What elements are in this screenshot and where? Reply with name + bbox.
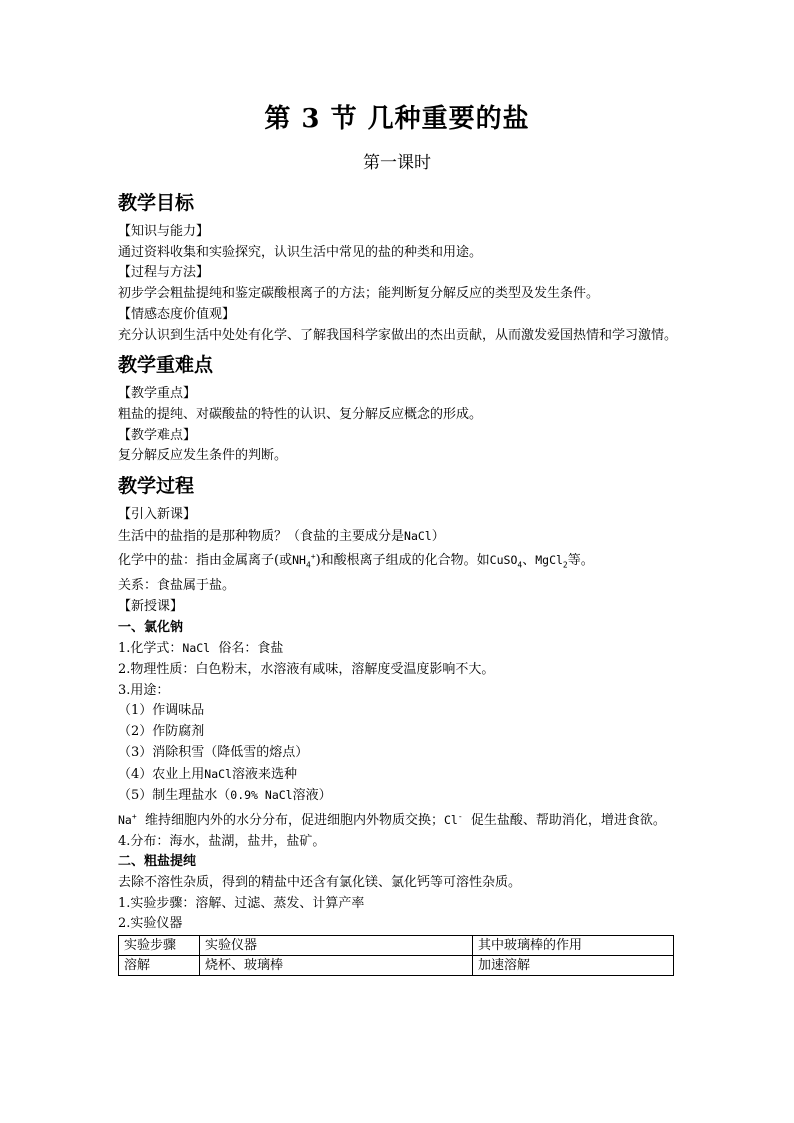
heading-key-points: 教学重难点 xyxy=(118,354,214,377)
use-item xyxy=(118,764,678,786)
emotion-text: 充分认识到生活中处处有化学、了解我国科学家做出的杰出贡献，从而激发爱国热情和学习激情。 xyxy=(118,327,678,343)
use-item-text-end: 溶液） xyxy=(292,788,332,804)
formula-nacl: NaCl xyxy=(404,528,432,543)
ion-cl-description: 促生盐酸、帮助消化，增进食欲。 xyxy=(462,812,666,828)
cuso-text: CuSO xyxy=(489,553,518,568)
focus-label: 【教学重点】 xyxy=(118,386,197,402)
formula-line-label: 1.化学式： xyxy=(118,641,183,657)
salt-definition xyxy=(118,547,678,576)
formula-cuso4 xyxy=(489,553,523,570)
cuso-subscript: 4 xyxy=(517,560,523,570)
relation-text: 关系：食盐属于盐。 xyxy=(118,578,236,594)
mgcl-text: MgCl xyxy=(535,553,563,568)
intro-question xyxy=(118,526,678,548)
table-header-row xyxy=(119,936,674,956)
formula-line-common-name: 俗名：食盐 xyxy=(210,641,284,657)
salt-def-end: 等。 xyxy=(567,553,594,569)
use-item xyxy=(118,701,678,722)
ion-cl-charge: - xyxy=(457,812,463,821)
crude-salt-text: 去除不溶性杂质，得到的精盐中还含有氯化镁、氯化钙等可溶性杂质。 xyxy=(118,874,522,890)
salt-def-text-a: 化学中的盐：指由金属离子(或 xyxy=(118,553,293,569)
table-cell: 溶解 xyxy=(119,956,200,976)
use-item-formula: 0.9% NaCl xyxy=(230,788,293,803)
process-text: 初步学会粗盐提纯和鉴定碳酸根离子的方法；能判断复分解反应的类型及发生条件。 xyxy=(118,286,600,302)
document-body xyxy=(118,184,678,976)
ion-na-description: 维持细胞内外的水分分布，促进细胞内外物质交换； xyxy=(136,812,444,828)
uses-list xyxy=(118,701,678,807)
nh-subscript: 4 xyxy=(305,560,311,570)
heading-sodium-chloride: 一、氯化钠 xyxy=(118,619,184,635)
ion-functions xyxy=(118,807,678,832)
use-item xyxy=(118,722,678,743)
focus-text: 粗盐的提纯、对碳酸盐的特性的认识、复分解反应概念的形成。 xyxy=(118,406,483,422)
nh-superscript: + xyxy=(310,552,316,562)
equipment-table xyxy=(118,935,674,976)
uses-label: 3.用途： xyxy=(118,682,170,698)
table-header-cell: 实验仪器 xyxy=(200,936,473,956)
mgcl-subscript: 2 xyxy=(562,560,568,570)
use-item xyxy=(118,743,678,764)
heading-crude-salt: 二、粗盐提纯 xyxy=(118,854,197,870)
salt-def-sep: 、 xyxy=(522,553,536,569)
use-item-text: （3）消除积雪（降低雪的熔点） xyxy=(118,744,309,760)
physical-properties: 2.物理性质：白色粉末，水溶液有咸味，溶解度受温度影响不大。 xyxy=(118,662,495,678)
ion-na-charge: + xyxy=(131,812,137,821)
knowledge-label: 【知识与能力】 xyxy=(118,224,210,239)
knowledge-text: 通过资料收集和实验探究，认识生活中常见的盐的种类和用途。 xyxy=(118,244,483,260)
ion-cl xyxy=(444,813,463,827)
ion-cl-text: Cl xyxy=(443,812,458,827)
process-label: 【过程与方法】 xyxy=(118,265,210,281)
difficulty-label: 【教学难点】 xyxy=(118,427,197,443)
intro-label: 【引入新课】 xyxy=(118,507,197,523)
difficulty-text: 复分解反应发生条件的判断。 xyxy=(118,448,288,464)
table-row xyxy=(119,956,674,976)
use-item xyxy=(118,785,678,807)
ion-na xyxy=(118,813,137,827)
emotion-label: 【情感态度价值观】 xyxy=(118,306,236,322)
table-cell: 加速溶解 xyxy=(473,956,674,976)
experiment-steps: 1.实验步骤：溶解、过滤、蒸发、计算产率 xyxy=(118,895,365,911)
heading-teaching-process: 教学过程 xyxy=(118,475,195,498)
salt-def-text-b: )和酸根离子组成的化合物。如 xyxy=(315,553,490,569)
use-item-text-end: 溶液来选种 xyxy=(231,766,297,782)
nh-text: NH xyxy=(292,553,306,568)
intro-question-end: ） xyxy=(431,528,445,544)
ion-na-text: Na xyxy=(118,812,132,827)
use-item-text: （4）农业上用 xyxy=(118,766,205,782)
table-header-cell: 实验步骤 xyxy=(119,936,200,956)
intro-question-text: 生活中的盐指的是那种物质？（食盐的主要成分是 xyxy=(118,528,405,544)
distribution-text: 4.分布：海水，盐湖，盐井，盐矿。 xyxy=(118,833,326,849)
table-cell: 烧杯、玻璃棒 xyxy=(200,956,473,976)
table-header-cell: 其中玻璃棒的作用 xyxy=(473,936,674,956)
formula-line-nacl: NaCl xyxy=(182,641,211,656)
page-title: 第 3 节 几种重要的盐 xyxy=(264,104,530,134)
heading-teaching-goals: 教学目标 xyxy=(118,192,195,214)
formula-nh4 xyxy=(292,552,316,570)
formula-line xyxy=(118,638,678,660)
use-item-text: （1）作调味品 xyxy=(118,703,205,719)
page-subtitle: 第一课时 xyxy=(363,153,431,173)
use-item-text: （2）作防腐剂 xyxy=(118,724,205,740)
use-item-text: （5）制生理盐水（ xyxy=(118,788,231,804)
new-lesson-label: 【新授课】 xyxy=(118,598,184,614)
use-item-formula: NaCl xyxy=(204,766,232,781)
formula-mgcl2 xyxy=(535,553,568,570)
experiment-equipment: 2.实验仪器 xyxy=(118,916,183,932)
